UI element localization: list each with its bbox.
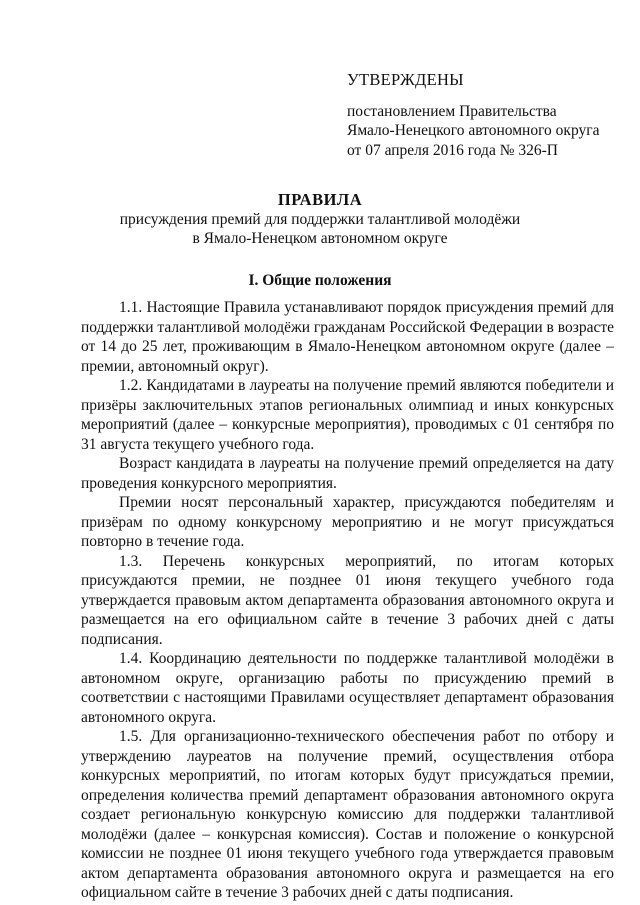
paragraph: Премии носят персональный характер, присуждаются победителям и призёрам по одному конкурсному мероприятию и не могут присуждаться повторно в течение года. <box>81 494 614 550</box>
paragraph: 1.3. Перечень конкурсных мероприятий, по итогам которых присуждаются премии, не позднее 01 июня текущего учебного года утверждается правовым актом департамента образования автономного округа и размещается на его официальном сайте в течение 3 рабочих дней с даты подписания. <box>81 552 614 648</box>
approval-block <box>347 70 617 160</box>
approval-line: постановлением Правительства <box>347 102 557 120</box>
paragraph: 1.1. Настоящие Правила устанавливают порядок присуждения премий для поддержки талантливой молодёжи гражданам Российской Федерации в возрасте от 14 до 25 лет, проживающим в Ямало-Ненецком автономном округе (далее – премии, автономный округ). <box>81 299 614 375</box>
document-subtitle: присуждения премий для поддержки талантливой молодёжи <box>119 211 521 228</box>
document-title-block <box>0 190 640 248</box>
document-body <box>81 298 614 903</box>
paragraph: 1.4. Координацию деятельности по поддержке талантливой молодёжи в автономном округе, организацию работы по присуждению премий в соответствии с настоящими Правилами осуществляет департамент образования автономного округа. <box>81 650 614 726</box>
approval-line: от 07 апреля 2016 года № 326-П <box>347 141 558 159</box>
paragraph: Возраст кандидата в лауреаты на получение премий определяется на дату проведения конкурсного мероприятия. <box>81 455 614 492</box>
approval-line: Ямало-Ненецкого автономного округа <box>347 122 600 139</box>
document-title: ПРАВИЛА <box>277 190 363 209</box>
section-heading: I. Общие положения <box>248 272 392 289</box>
paragraph: 1.2. Кандидатами в лауреаты на получение премий являются победители и призёры заключительных этапов региональных олимпиад и иных конкурсных мероприятий (далее – конкурсные мероприятия), проводимых с 01 сентября по 31 августа текущего учебного года. <box>81 377 614 453</box>
document-subtitle: в Ямало-Ненецком автономном округе <box>192 230 448 247</box>
approval-heading: УТВЕРЖДЕНЫ <box>347 70 464 89</box>
paragraph: 1.5. Для организационно-технического обеспечения работ по отбору и утверждению лауреатов на получение премий, осуществления отбора конкурсных мероприятий, по итогам которых будут присуждаться премии, определения количества премий департамент образования автономного округа создает региональную конкурсную комиссию для поддержки талантливой молодёжи (далее – конкурсная комиссия). Состав и положение о конкурсной комиссии не позднее 01 июня текущего учебного года утверждается правовым актом департамента образования автономного округа и размещается на его официальном сайте в течение 3 рабочих дней с даты подписания. <box>81 728 614 901</box>
